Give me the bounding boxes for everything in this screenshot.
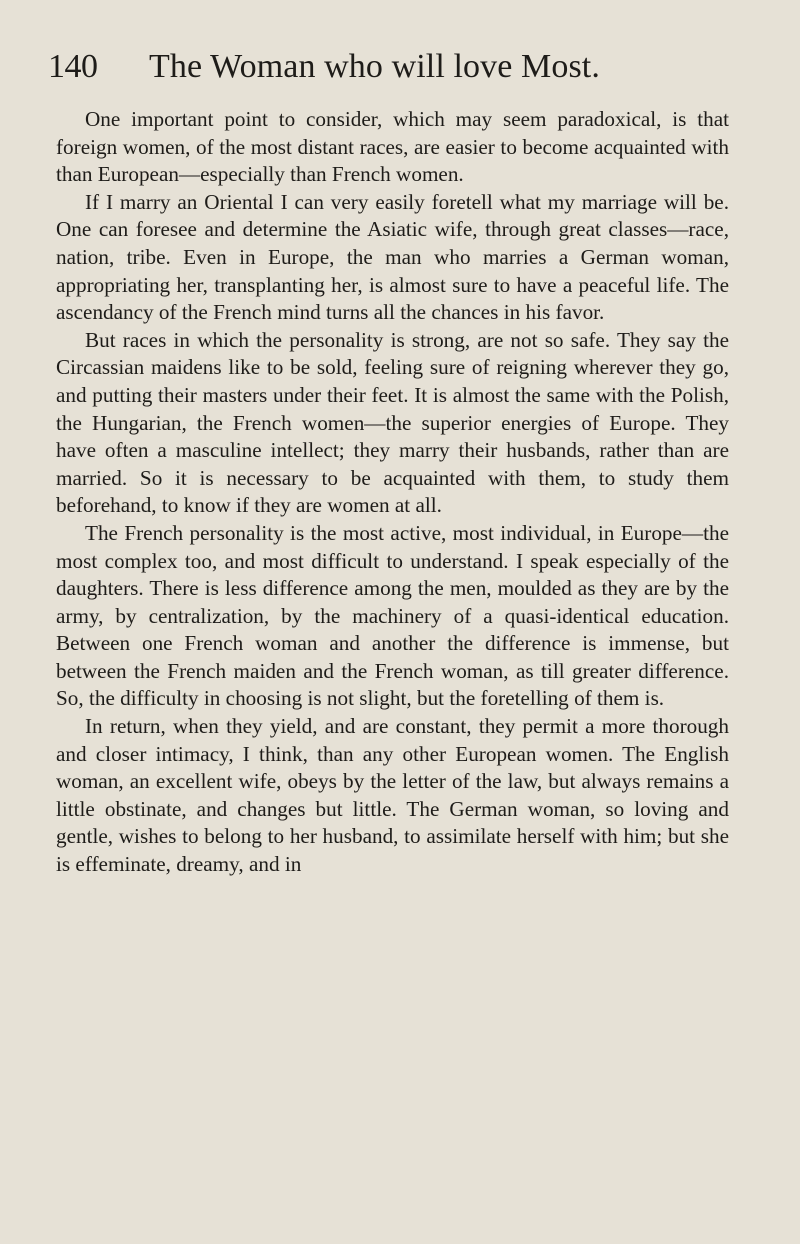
- paragraph: The French personality is the most active, most individual, in Europe—the most complex too, and most difficult to understand. I speak especially of the daughters. There is less difference among the men, moulded as they are by the army, by centralization, by the machinery of a quasi-identical education. Between one French woman and another the difference is immense, but between the French maiden and the French woman, as till greater difference. So, the difficulty in choosing is not slight, but the foretelling of them is.: [56, 520, 729, 711]
- page-number: 140: [48, 48, 98, 85]
- running-head: [48, 30, 728, 86]
- paragraph: One important point to consider, which may seem paradoxical, is that foreign women, of the most distant races, are easier to become acquainted with than European—especially than French women.: [56, 107, 729, 187]
- paragraph: If I marry an Oriental I can very easily foretell what my marriage will be. One can foresee and determine the Asiatic wife, through great classes—race, nation, tribe. Even in Europe, the man who marries a German woman, appropriating her, transplanting her, is almost sure to have a peaceful life. The ascendancy of the French mind turns all the chances in his favor.: [56, 189, 729, 325]
- paragraph: But races in which the personality is strong, are not so safe. They say the Circassian maidens like to be sold, feeling sure of reigning wherever they go, and putting their masters under their feet. It is almost the same with the Polish, the Hungarian, the French women—the superior energies of Europe. They have often a masculine intellect; they marry their husbands, rather than are married. So it is necessary to be acquainted with them, to study them beforehand, to know if they are women at all.: [56, 327, 729, 518]
- body-text: [56, 106, 729, 879]
- running-title: The Woman who will love Most.: [149, 48, 600, 85]
- paragraph: In return, when they yield, and are constant, they permit a more thorough and closer intimacy, I think, than any other European women. The English woman, an excellent wife, obeys by the letter of the law, but always remains a little obstinate, and changes but little. The German woman, so loving and gentle, wishes to belong to her husband, to assimilate herself with him; but she is effeminate, dreamy, and in: [56, 714, 729, 877]
